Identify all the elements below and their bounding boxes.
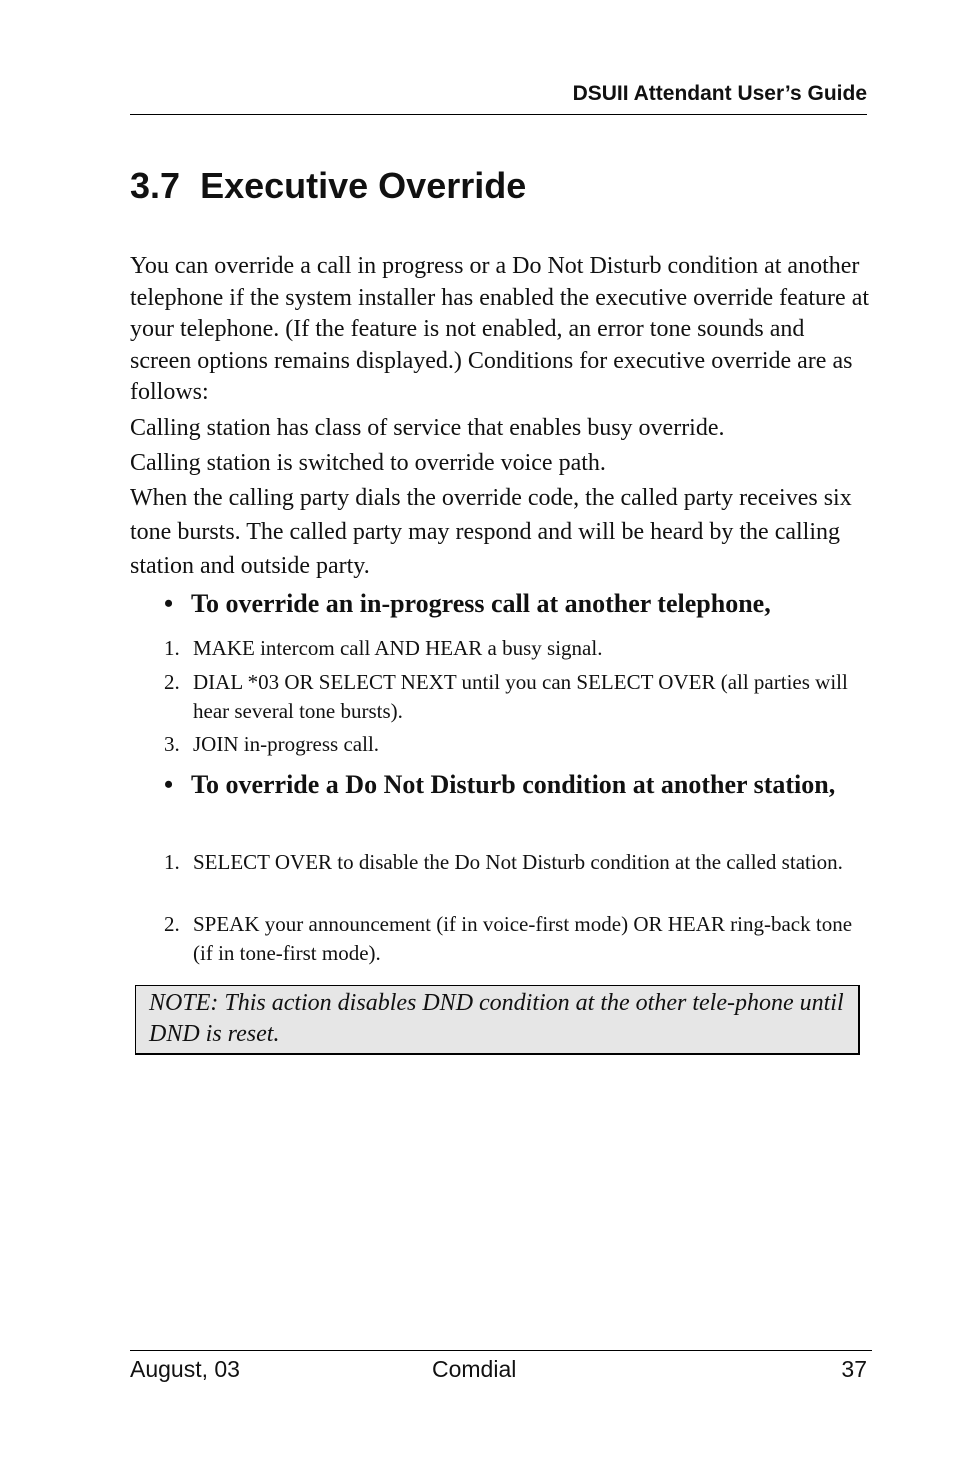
procedure-heading	[164, 768, 864, 802]
note-box	[135, 985, 860, 1055]
procedure-step	[164, 910, 864, 968]
footer-company: Comdial	[432, 1356, 517, 1382]
step-text: MAKE intercom call AND HEAR a busy signal.	[193, 636, 603, 660]
procedure-step	[164, 730, 864, 759]
step-text: SELECT OVER to disable the Do Not Disturb condition at the called station.	[193, 850, 843, 874]
step-text: SPEAK your announcement (if in voice-first mode) OR HEAR ring-back tone (if in tone-first mode).	[193, 912, 853, 965]
procedure-step	[164, 634, 864, 663]
step-number: 1.	[164, 850, 180, 874]
step-number: 2.	[164, 670, 180, 694]
procedure-heading-text: To override an in-progress call at another telephone,	[191, 589, 771, 618]
page-number: 37	[841, 1356, 867, 1382]
step-text: DIAL *03 OR SELECT NEXT until you can SELECT OVER (all parties will hear several tone bursts).	[193, 670, 848, 723]
section-heading	[130, 164, 526, 208]
footer-divider	[130, 1350, 872, 1351]
step-number: 1.	[164, 636, 180, 660]
note-text: NOTE: This action disables DND condition at the other tele-phone until DND is reset.	[149, 990, 844, 1047]
condition-paragraph-3: When the calling party dials the override code, the called party receives six tone bursts. The called party may respond and will be heard by the calling station and outside party.	[130, 485, 852, 579]
procedure-step	[164, 668, 864, 726]
step-text: JOIN in-progress call.	[193, 732, 380, 756]
section-number: 3.7	[130, 165, 181, 206]
condition-paragraph-2: Calling station is switched to override voice path.	[130, 450, 606, 476]
step-number: 3.	[164, 732, 180, 756]
procedure-heading-text: To override a Do Not Disturb condition at another station,	[191, 770, 836, 799]
procedure-step	[164, 848, 864, 877]
bullet-icon: •	[164, 589, 174, 618]
bullet-icon: •	[164, 770, 174, 799]
procedure-heading	[164, 587, 864, 621]
condition-paragraph-1: Calling station has class of service that enables busy override.	[130, 415, 725, 441]
header-divider	[130, 114, 867, 115]
step-number: 2.	[164, 912, 180, 936]
footer-date: August, 03	[130, 1356, 240, 1382]
section-title: Executive Override	[200, 165, 527, 206]
intro-paragraph: You can override a call in progress or a Do Not Disturb condition at another telephone if the system installer has enabled the executive override feature at your telephone. (If the feature is not enabled, an error tone sounds and screen options remains displayed.) Conditions for executive override are as follows:	[130, 253, 870, 405]
running-header: DSUII Attendant User’s Guide	[572, 82, 867, 105]
